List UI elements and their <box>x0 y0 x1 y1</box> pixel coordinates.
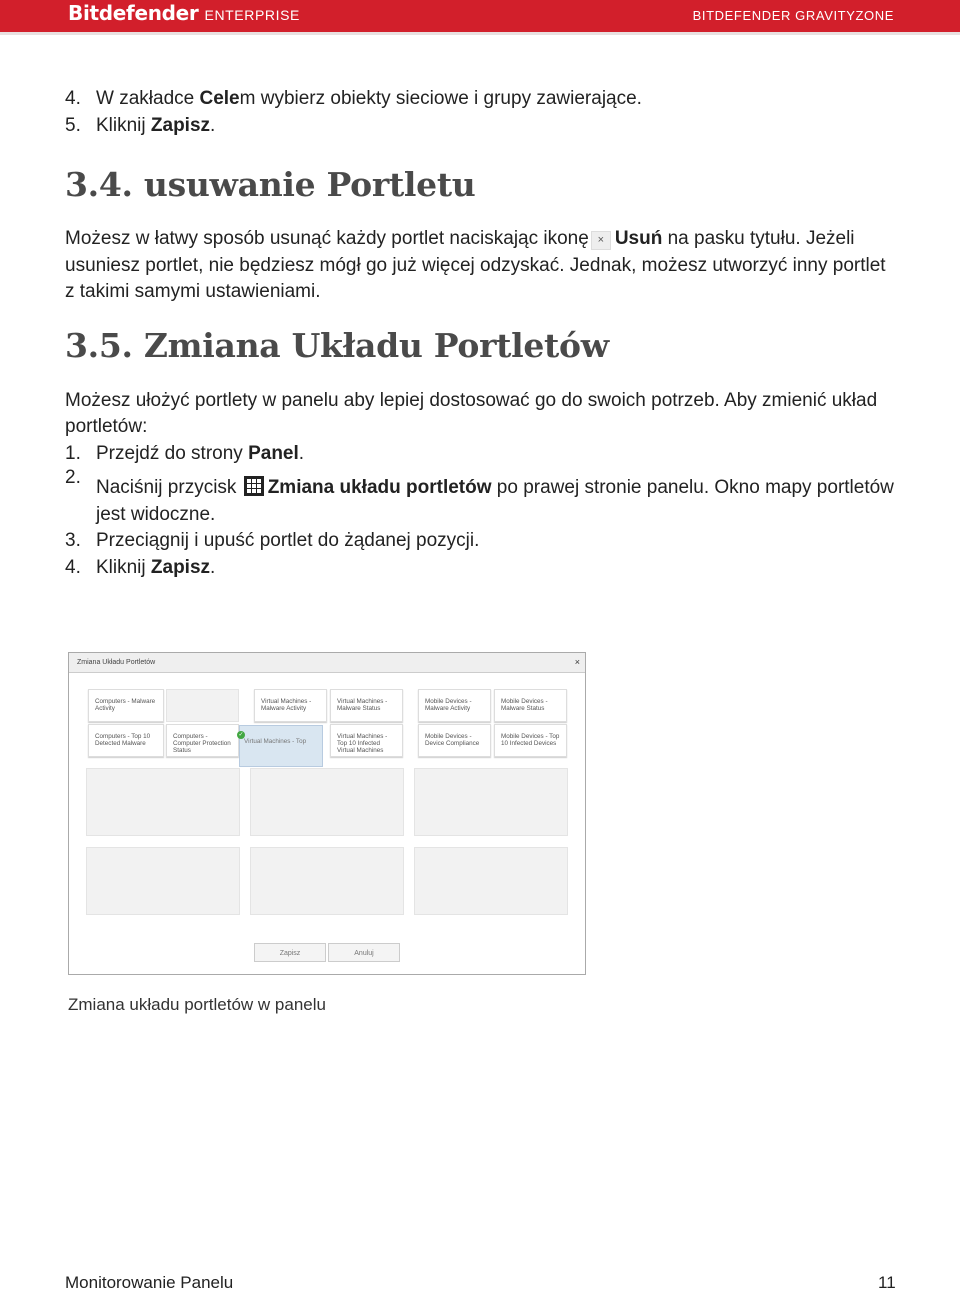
list-item <box>65 467 895 528</box>
empty-slot <box>414 847 568 915</box>
portlet-tile[interactable]: Computers - Computer Protection Status <box>166 724 239 757</box>
portlet-tile[interactable]: Virtual Machines - Malware Activity <box>254 689 327 722</box>
list-number: 1. <box>65 442 81 464</box>
paragraph: Możesz ułożyć portlety w panelu aby lepiej dostosować go do swoich potrzeb. Aby zmienić układ portletów: <box>65 389 878 437</box>
portlet-tile[interactable]: Virtual Machines - Malware Status <box>330 689 403 722</box>
portlet-tile[interactable]: Virtual Machines - Top 10 Infected Virtual Machines <box>330 724 403 757</box>
text: . <box>298 442 305 464</box>
portlet-tile[interactable]: Mobile Devices - Malware Activity <box>418 689 491 722</box>
page-content <box>65 86 895 581</box>
dragging-portlet[interactable]: Virtual Machines - Top <box>239 725 323 767</box>
bold-text: Usuń <box>614 228 663 249</box>
paragraph <box>65 226 895 306</box>
text: po prawej stronie panelu. Okno mapy portletów jest widoczne. <box>96 477 894 525</box>
text: Kliknij <box>96 114 151 136</box>
list-item <box>65 528 895 555</box>
section-heading: 3.5. Zmiana Układu Portletów <box>65 325 609 365</box>
portlet-tile[interactable]: Computers - Malware Activity <box>88 689 164 722</box>
brand-name: Bitdefender <box>68 1 199 25</box>
figure-caption: Zmiana układu portletów w panelu <box>68 995 326 1014</box>
portlet-tile[interactable]: Mobile Devices - Device Compliance <box>418 724 491 757</box>
empty-slot <box>86 847 240 915</box>
bold-text: Zapisz <box>150 556 211 578</box>
check-icon: ✓ <box>238 732 244 738</box>
portlet-tile[interactable]: Mobile Devices - Top 10 Infected Devices <box>494 724 567 757</box>
text: m wybierz obiekty sieciowe i grupy zawierające. <box>239 88 642 109</box>
save-button[interactable]: Zapisz <box>254 943 326 962</box>
list-item <box>65 113 895 140</box>
close-icon[interactable]: × <box>574 657 580 667</box>
text: W zakładce <box>96 88 200 109</box>
section-heading: 3.4. usuwanie Portletu <box>65 165 476 204</box>
text: . <box>210 556 216 578</box>
text: Przejdź do strony <box>96 442 249 464</box>
list-item <box>65 86 895 113</box>
empty-slot <box>250 768 404 836</box>
empty-slot <box>86 768 240 836</box>
bold-text: Panel <box>248 442 299 464</box>
portlet-tile[interactable]: Computers - Top 10 Detected Malware <box>88 724 164 757</box>
list-number: 2. <box>65 467 81 488</box>
bitdefender-logo <box>68 1 300 25</box>
cancel-button[interactable]: Anuluj <box>328 943 400 962</box>
list-number: 4. <box>65 556 81 578</box>
list-number: 4. <box>65 88 81 109</box>
empty-slot <box>166 689 239 722</box>
portlet-tile[interactable]: Mobile Devices - Malware Status <box>494 689 567 722</box>
page-number: 11 <box>878 1273 896 1292</box>
list-item <box>65 441 895 468</box>
header-bar <box>0 0 960 35</box>
list-item <box>65 555 895 582</box>
bold-text: Zapisz <box>150 114 211 136</box>
text: na pasku tytułu. Jeżeli usuniesz portlet, nie będziesz mógł go już więcej odzyskać. Jednak, możesz utworzyć inny portlet z takimi samymi ustawieniami. <box>65 228 886 302</box>
text: Kliknij <box>96 556 151 578</box>
list-number: 3. <box>65 530 81 551</box>
close-icon: × <box>591 231 611 250</box>
list-number: 5. <box>65 114 81 136</box>
text: Naciśnij przycisk <box>96 477 242 498</box>
dialog-title: Zmiana Układu Portletów <box>69 653 585 673</box>
footer-section-title: Monitorowanie Panelu <box>65 1273 234 1292</box>
text: . <box>210 114 216 136</box>
empty-slot <box>414 768 568 836</box>
bold-text: Cele <box>199 88 240 109</box>
bold-text: Zmiana układu portletów <box>267 477 492 498</box>
layout-grid-icon <box>244 476 264 496</box>
product-name: BITDEFENDER GRAVITYZONE <box>692 8 894 23</box>
text: Możesz w łatwy sposób usunąć każdy portlet naciskając ikonę <box>65 228 589 249</box>
portlet-layout-screenshot <box>68 652 586 975</box>
edition-label: ENTERPRISE <box>204 7 300 23</box>
empty-slot <box>250 847 404 915</box>
text: Przeciągnij i upuść portlet do żądanej pozycji. <box>96 530 480 551</box>
